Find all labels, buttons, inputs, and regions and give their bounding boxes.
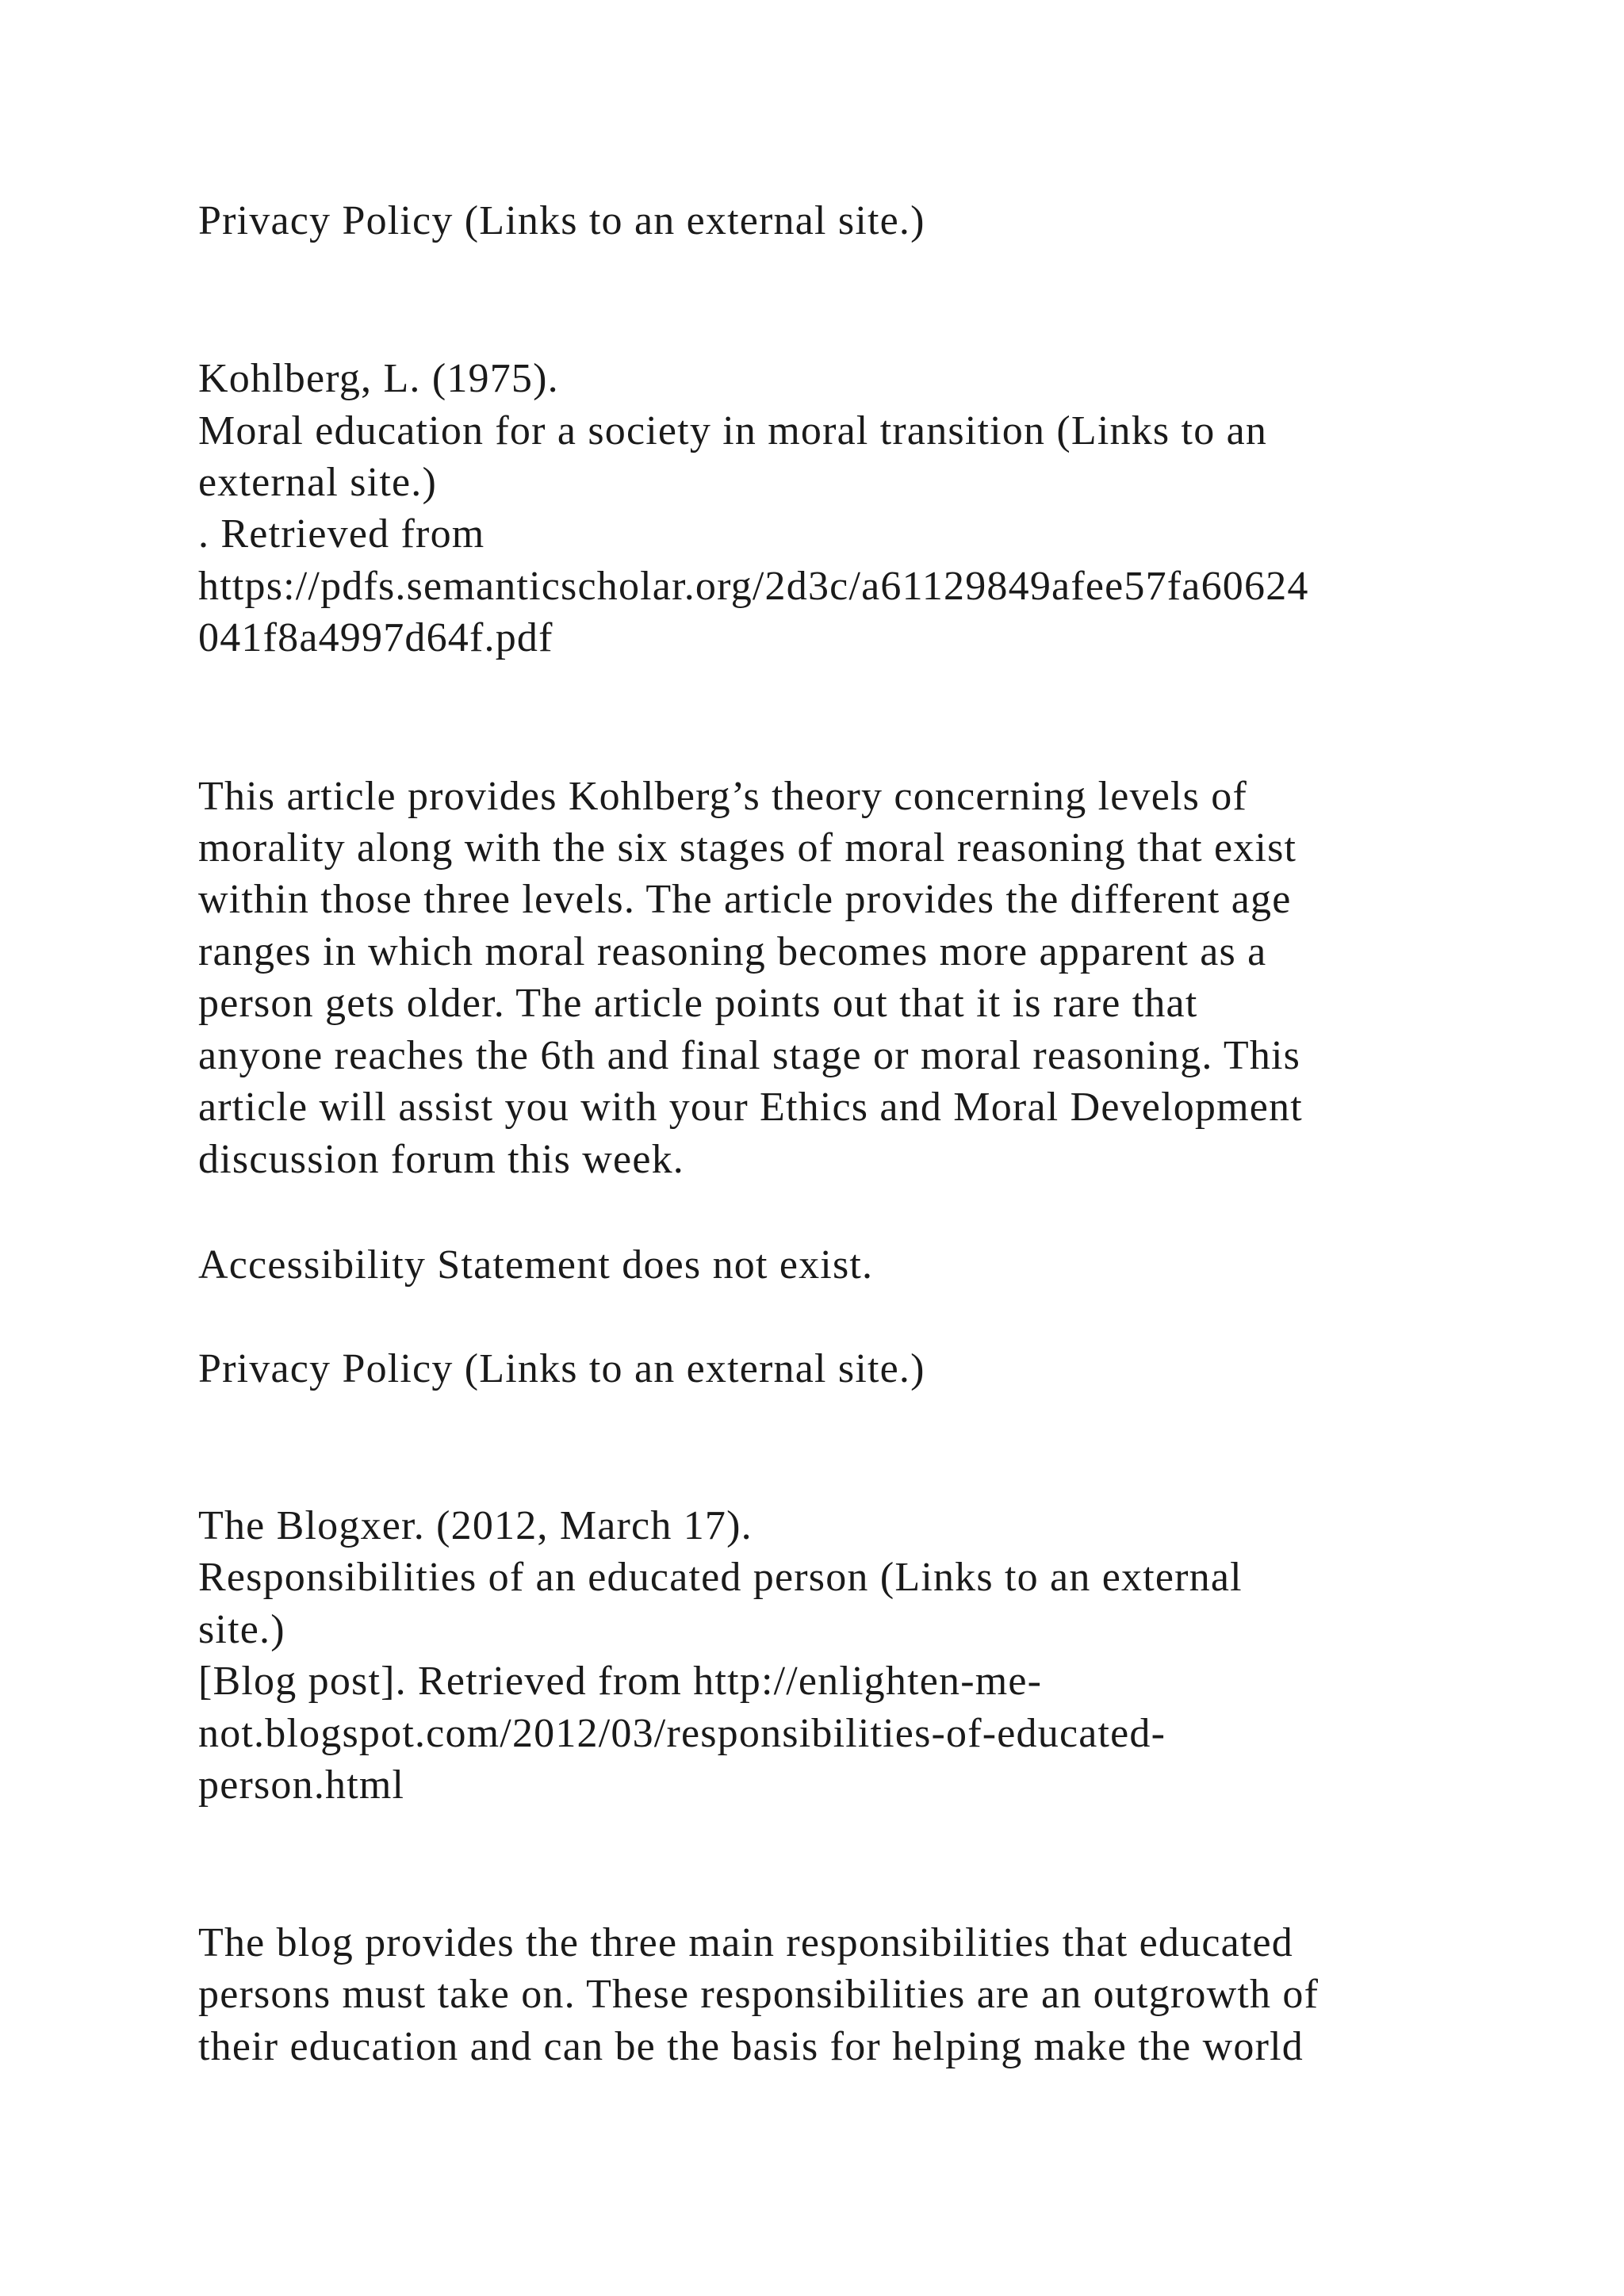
summary1-line: discussion forum this week. [198, 1137, 685, 1182]
summary1-line: This article provides Kohlberg’s theory concerning levels of [198, 774, 1248, 819]
accessibility-statement: Accessibility Statement does not exist. [198, 1242, 874, 1288]
ref2-author-year: The Blogxer. (2012, March 17). [198, 1503, 753, 1548]
summary1-line: morality along with the six stages of moral reasoning that exist [198, 825, 1297, 871]
summary1-line: anyone reaches the 6th and final stage or moral reasoning. This [198, 1033, 1301, 1078]
ref1-title-link-cont[interactable]: external site.) [198, 460, 437, 505]
ref2-url-cont: person.html [198, 1762, 405, 1808]
ref2-title-link-cont[interactable]: site.) [198, 1607, 285, 1652]
privacy-policy-link-mid[interactable]: Privacy Policy (Links to an external site.) [198, 1346, 925, 1391]
ref2-retrieved: [Blog post]. Retrieved from http://enlighten-me- [198, 1659, 1043, 1704]
summary2-line: their education and can be the basis for helping make the world [198, 2024, 1304, 2069]
ref2-url: not.blogspot.com/2012/03/responsibilities-of-educated- [198, 1711, 1166, 1756]
summary2-line: persons must take on. These responsibilities are an outgrowth of [198, 1972, 1320, 2017]
privacy-policy-link-top[interactable]: Privacy Policy (Links to an external site.) [198, 198, 925, 243]
ref1-url: https://pdfs.semanticscholar.org/2d3c/a61129849afee57fa60624 [198, 564, 1309, 609]
summary1-line: within those three levels. The article provides the different age [198, 877, 1292, 922]
summary1-line: article will assist you with your Ethics and Moral Development [198, 1085, 1303, 1130]
ref1-retrieved: . Retrieved from [198, 511, 485, 557]
summary1-line: ranges in which moral reasoning becomes more apparent as a [198, 929, 1267, 974]
ref1-url-cont: 041f8a4997d64f.pdf [198, 615, 553, 660]
summary2-line: The blog provides the three main responsibilities that educated [198, 1920, 1294, 1965]
ref2-title-link[interactable]: Responsibilities of an educated person (Links to an external [198, 1555, 1243, 1600]
ref1-title-link[interactable]: Moral education for a society in moral transition (Links to an [198, 408, 1268, 453]
summary1-line: person gets older. The article points out that it is rare that [198, 981, 1198, 1026]
ref1-author-year: Kohlberg, L. (1975). [198, 356, 559, 401]
